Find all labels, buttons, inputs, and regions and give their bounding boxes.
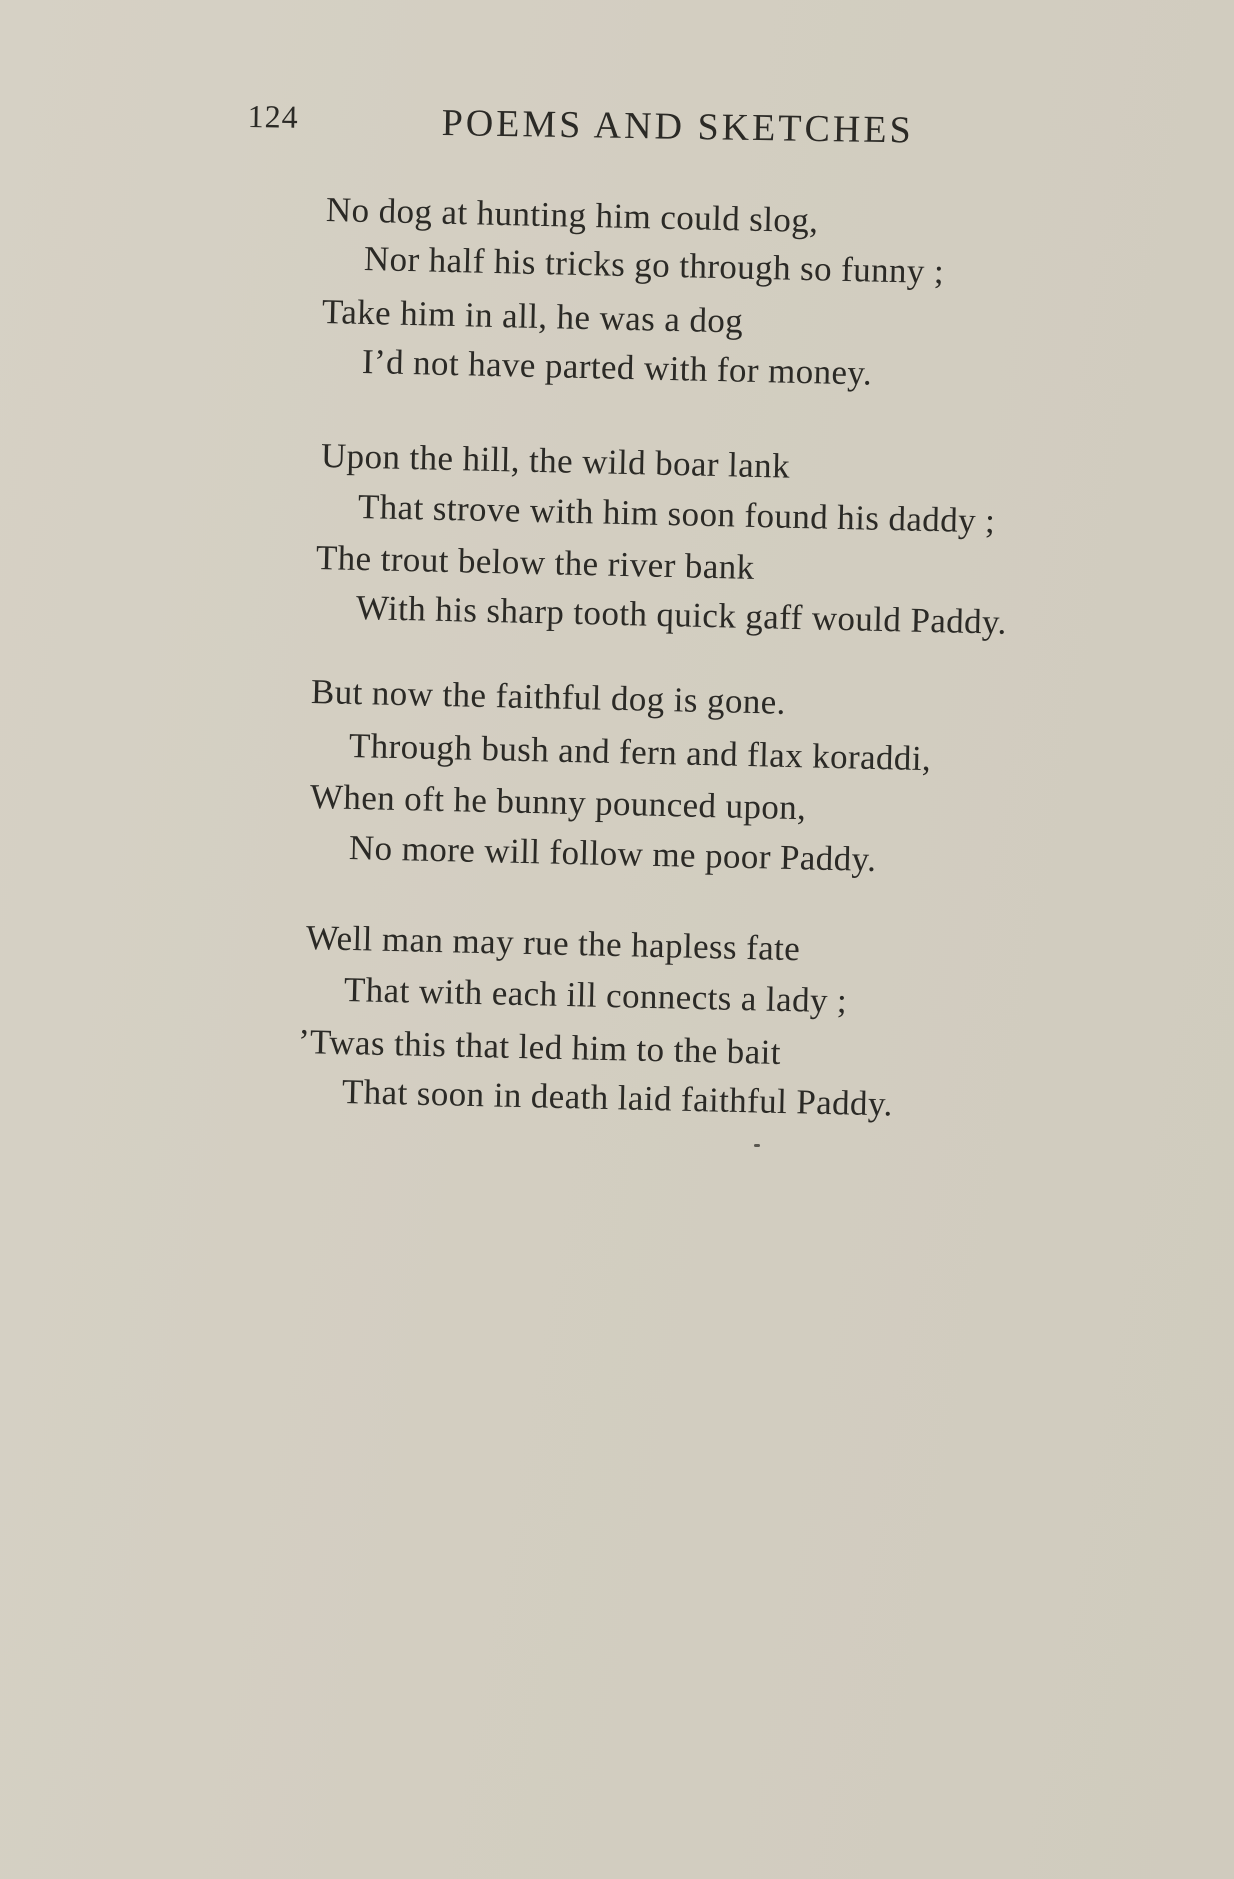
poem-line: I’d not have parted with for money.	[361, 342, 873, 393]
poem-line: That with each ill connects a lady ;	[343, 970, 848, 1021]
running-title: POEMS AND SKETCHES	[441, 102, 914, 152]
poem-line: ’Twas this that led him to the bait	[297, 1022, 782, 1072]
page-number: 124	[247, 98, 299, 135]
poem-line: With his sharp tooth quick gaff would Paddy.	[355, 588, 1008, 642]
poem-line: Take him in all, he was a dog	[321, 292, 744, 341]
poem-line: Nor half his tricks go through so funny ;	[363, 239, 945, 292]
page-header	[247, 98, 988, 160]
poem-line: Through bush and fern and flax koraddi,	[348, 726, 932, 779]
poem-line: The trout below the river bank	[315, 538, 756, 587]
poem-line: No dog at hunting him could slog,	[325, 190, 819, 241]
poem-line: Upon the hill, the wild boar lank	[320, 436, 791, 486]
poem-line: No more will follow me poor Paddy.	[348, 828, 877, 879]
poem-line: That soon in death laid faithful Paddy.	[341, 1072, 894, 1124]
poem-line: Well man may rue the hapless fate	[305, 918, 801, 969]
poem-line: But now the faithful dog is gone.	[310, 672, 787, 722]
poem-line: When oft he bunny pounced upon,	[309, 777, 807, 828]
poem-line: That strove with him soon found his daddy ;	[357, 487, 996, 541]
ink-speck	[754, 1144, 760, 1147]
